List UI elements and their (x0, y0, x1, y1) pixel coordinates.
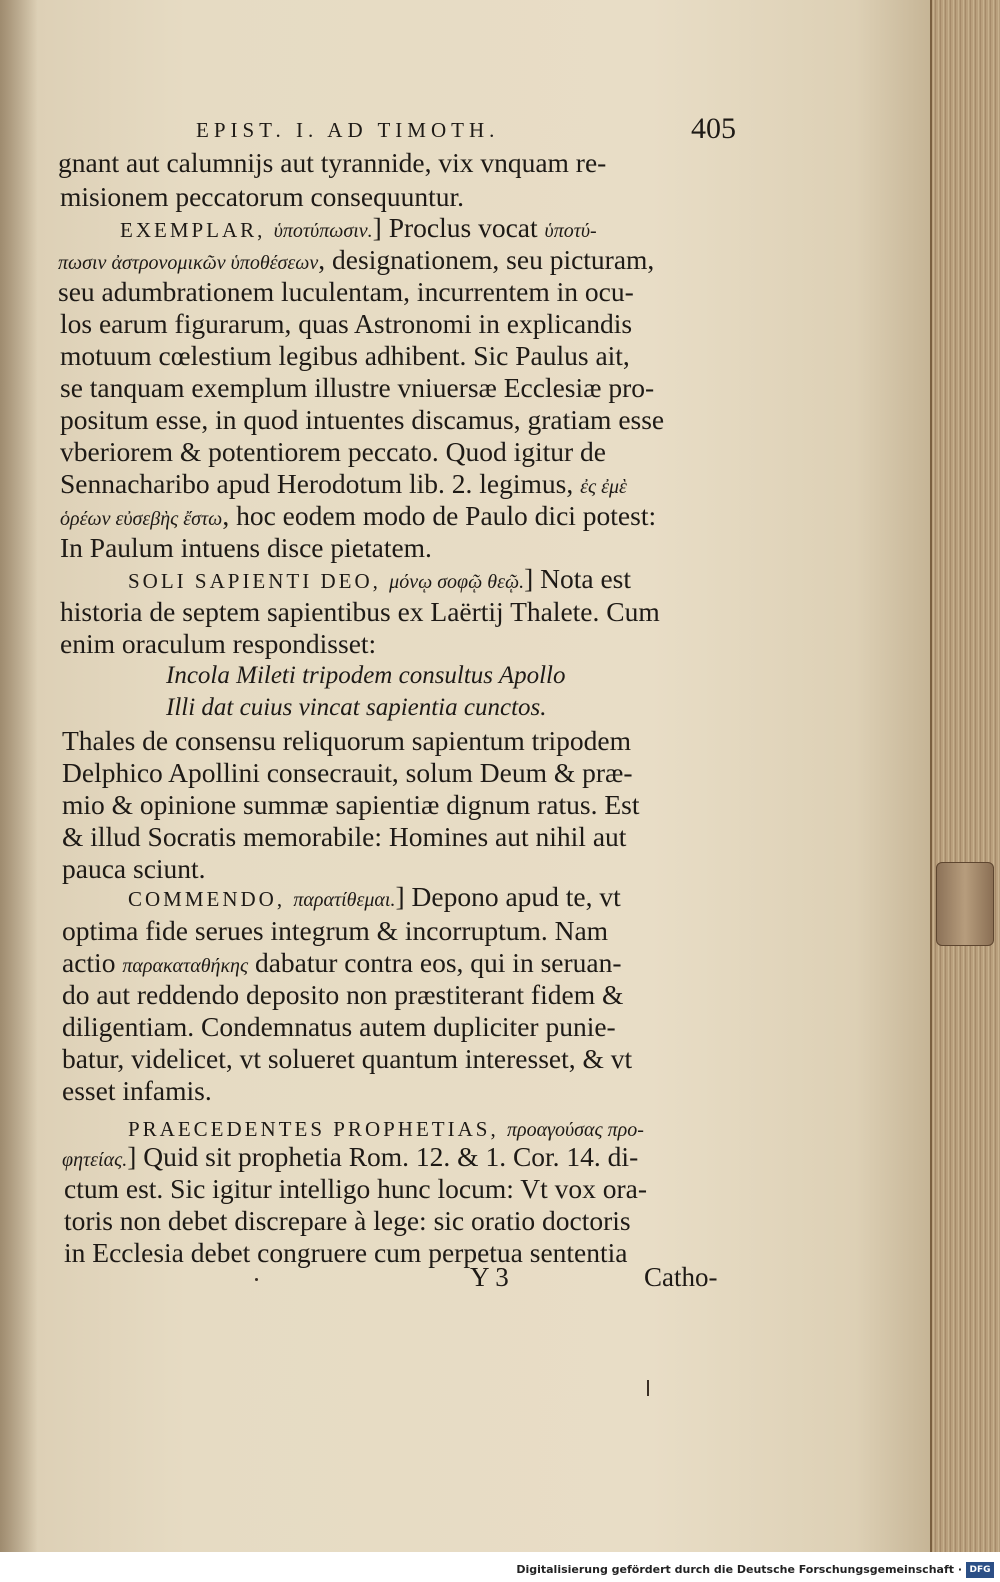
text-line: pauca sciunt. (62, 853, 206, 884)
line-segment: , designationem, seu picturam, (318, 244, 655, 275)
ink-mark (647, 1380, 649, 1396)
dfg-logo: DFG (966, 1562, 994, 1578)
signature-mark: Y 3 (470, 1262, 509, 1292)
greek-text: φητείας. (62, 1149, 128, 1171)
footer-credit: Digitalisierung gefördert durch die Deutsche Forschungsgemeinschaft · (516, 1563, 962, 1576)
line-segment: , hoc eodem modo de Paulo dici potest: (222, 500, 657, 531)
lemma: EXEMPLAR, (120, 218, 274, 242)
gutter-shadow (0, 0, 38, 1552)
greek-text: παρατίθεμαι. (293, 889, 396, 911)
running-head: EPIST. I. AD TIMOTH. (196, 118, 500, 142)
text-line: se tanquam exemplum illustre vniuersæ Ecclesiæ pro- (60, 372, 655, 403)
text-line: seu adumbrationem luculentam, incurrentem in ocu- (58, 276, 634, 307)
text-line: in Ecclesia debet congruere cum perpetua sententia (64, 1237, 628, 1268)
text-line: los earum figurarum, quas Astronomi in explicandis (60, 308, 633, 339)
line-segment: ] Nota est (524, 563, 631, 594)
lemma: SOLI SAPIENTI DEO, (128, 569, 390, 593)
line-segment: Sennacharibo apud Herodotum lib. 2. legimus, (60, 468, 581, 499)
line-segment: ] Quid sit prophetia Rom. 12. & 1. Cor. 14. di- (127, 1141, 639, 1172)
line-segment: dabatur contra eos, qui in seruan- (248, 947, 622, 978)
text-line (128, 562, 631, 599)
greek-text: παρακαταθήκης (122, 955, 249, 977)
greek-text: ἐς ἐμὲ (580, 476, 627, 498)
greek-text: πωσιν ἀστρονομικῶν ὑποθέσεων (58, 252, 319, 274)
greek-text: ὑποτύ- (544, 220, 597, 242)
lemma: PRAECEDENTES PROPHETIAS, (128, 1117, 507, 1141)
greek-text: προαγούσας προ- (506, 1119, 644, 1141)
text-line: enim oraculum respondisset: (60, 628, 377, 659)
page-header (166, 114, 736, 150)
text-line: do aut reddendo deposito non præstiterant fidem & (62, 979, 624, 1010)
ink-speck (255, 1278, 258, 1281)
text-line: diligentiam. Condemnatus autem dupliciter punie- (62, 1011, 616, 1042)
greek-text: ὁρέων εὐσεβὴς ἔστω (60, 508, 223, 530)
footer-band (0, 1552, 1000, 1582)
text-line: batur, videlicet, vt solueret quantum interesset, & vt (62, 1043, 633, 1074)
line-segment: ] Proclus vocat (372, 212, 545, 243)
catchword: Catho- (644, 1262, 718, 1292)
text-line: Delphico Apollini consecrauit, solum Deum & præ- (62, 757, 633, 788)
text-line: In Paulum intuens disce pietatem. (60, 532, 432, 563)
text-line: ctum est. Sic igitur intelligo hunc locum: Vt vox ora- (64, 1173, 648, 1204)
page-number: 405 (691, 112, 736, 145)
lemma: COMMENDO, (128, 887, 294, 911)
text-line: historia de septem sapientibus ex Laërtij Thalete. Cum (60, 596, 660, 627)
greek-text: μόνῳ σοφῷ θεῷ. (389, 571, 525, 593)
verse-line: Incola Mileti tripodem consultus Apollo (166, 662, 566, 689)
text-line: positum esse, in quod intuentes discamus, gratiam esse (60, 404, 665, 435)
page-edges (930, 0, 1000, 1552)
text-line: optima fide serues integrum & incorruptum. Nam (62, 915, 609, 946)
text-line: motuum cœlestium legibus adhibent. Sic Paulus ait, (60, 340, 630, 371)
text-line: & illud Socratis memorabile: Homines aut nihil aut (62, 821, 627, 852)
verse-line: Illi dat cuius vincat sapientia cunctos. (166, 694, 547, 721)
text-line: toris non debet discrepare à lege: sic oratio doctoris (64, 1205, 631, 1236)
text-line: vberiorem & potentiorem peccato. Quod igitur de (60, 436, 607, 467)
clasp-tab (936, 862, 994, 946)
greek-text: ὑποτύπωσιν. (273, 220, 373, 242)
line-segment: actio (62, 947, 123, 978)
text-line: misionem peccatorum consequuntur. (60, 181, 465, 212)
text-line: Thales de consensu reliquorum sapientum tripodem (62, 725, 631, 756)
text-line: gnant aut calumnijs aut tyrannide, vix vnquam re- (58, 147, 607, 178)
text-line: mio & opinione summæ sapientiæ dignum ratus. Est (62, 789, 640, 820)
text-line (128, 880, 621, 917)
text-line: esset infamis. (62, 1075, 212, 1106)
line-segment: ] Depono apud te, vt (395, 881, 621, 912)
